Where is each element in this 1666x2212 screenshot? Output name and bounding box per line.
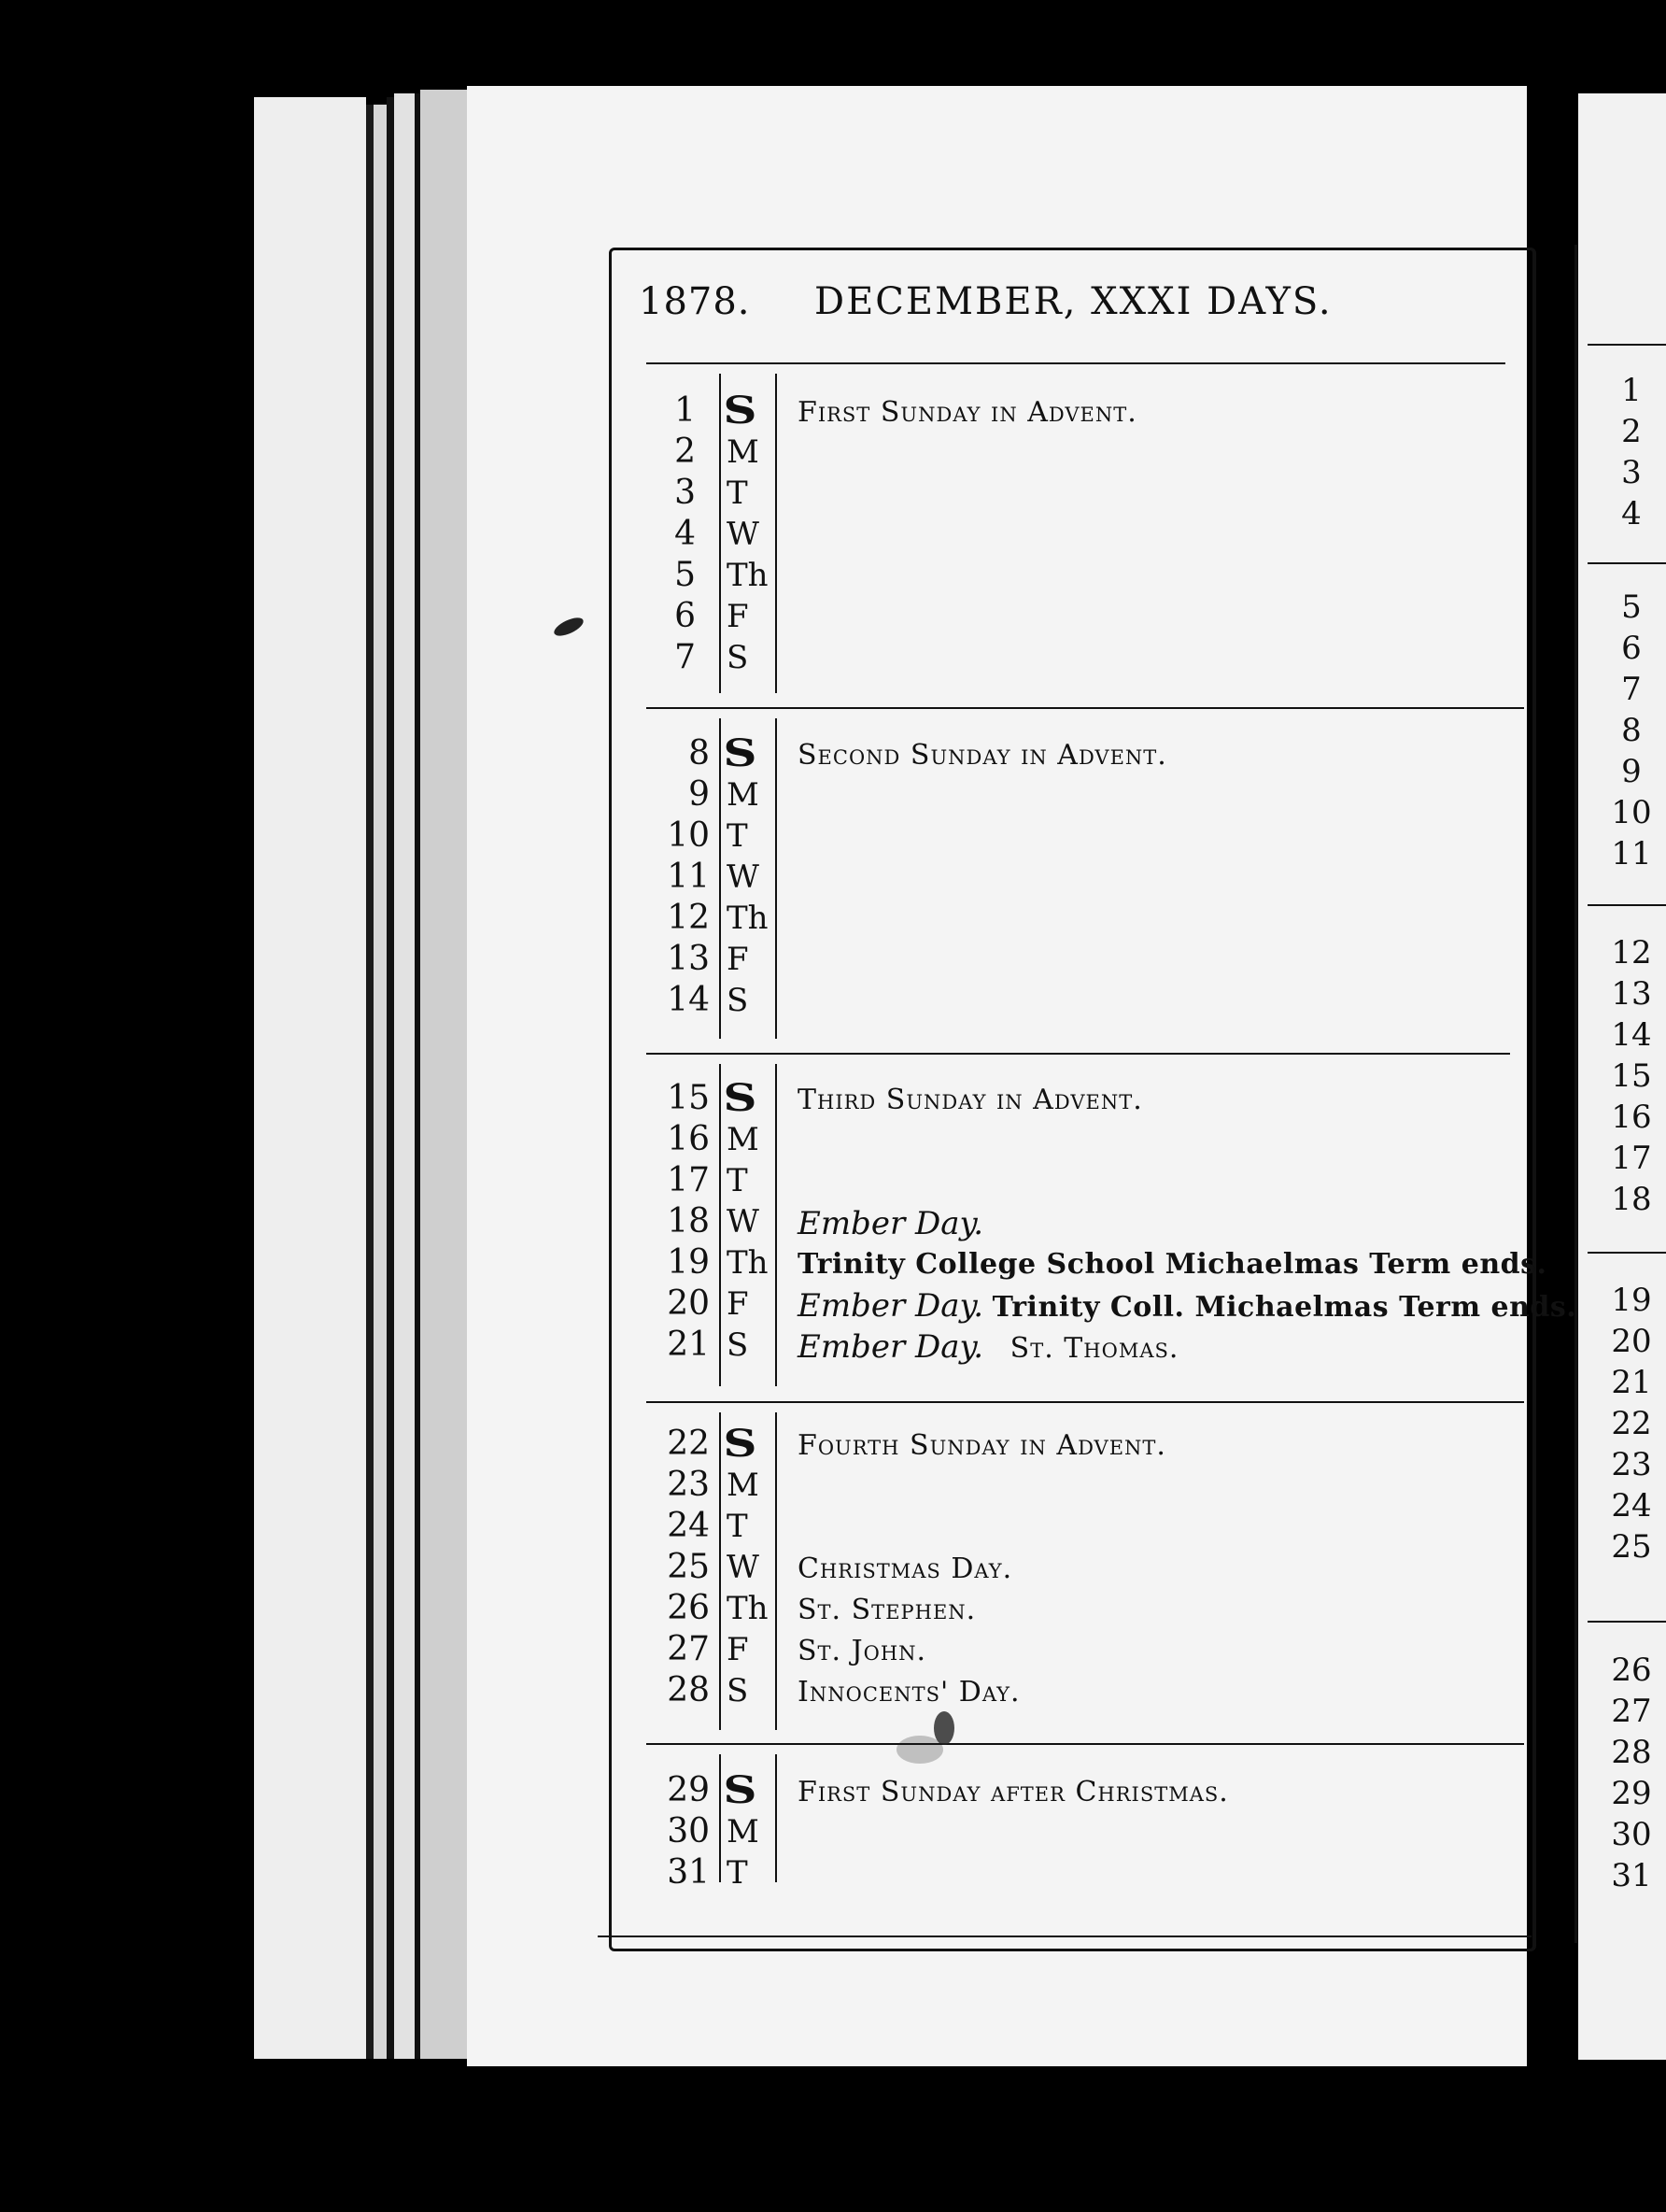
facing-page-rule — [1588, 344, 1666, 346]
facing-page-day-number: 31 — [1611, 1857, 1652, 1894]
weekday-letter: S — [727, 639, 749, 676]
facing-page-day-number: 2 — [1621, 413, 1642, 450]
column-rule — [719, 1412, 721, 1730]
weekday-letter: M — [727, 1813, 759, 1850]
weekday-letter: T — [727, 475, 748, 512]
day-event — [798, 1080, 1143, 1121]
facing-page-day-number: 30 — [1611, 1816, 1652, 1853]
facing-page-rule — [1588, 1252, 1666, 1254]
weekday-letter — [723, 731, 757, 776]
weekday-letter: M — [727, 1121, 759, 1158]
weekday-letter: Th — [727, 900, 769, 937]
week-rule — [646, 1053, 1510, 1055]
facing-page-day-number: 22 — [1611, 1405, 1652, 1442]
book-edge-shadow — [387, 97, 394, 2059]
day-number: 27 — [667, 1630, 710, 1668]
feast-name: Third Sunday in Advent. — [798, 1084, 1143, 1116]
facing-page-day-number: 5 — [1621, 588, 1642, 626]
weekday-letter: M — [727, 776, 759, 814]
weekday-letter — [723, 1076, 757, 1121]
day-event — [798, 1326, 1179, 1369]
weekday-letter: W — [727, 858, 759, 896]
facing-page-day-number: 17 — [1611, 1140, 1652, 1177]
feast-name: First Sunday in Advent. — [798, 396, 1137, 429]
book-edge — [254, 97, 366, 2059]
weekday-letter: T — [727, 1854, 748, 1892]
weekday-letter: M — [727, 433, 759, 471]
week-rule — [646, 707, 1524, 709]
feast-name: St. John. — [798, 1635, 927, 1667]
weekday-letter — [723, 1768, 757, 1813]
ember-day-note: Ember Day. — [798, 1205, 984, 1242]
column-rule — [775, 1754, 777, 1882]
day-number: 26 — [667, 1589, 710, 1627]
week-rule — [646, 1743, 1524, 1745]
feast-name: St. Stephen. — [798, 1594, 977, 1626]
day-number: 14 — [667, 981, 710, 1019]
weekday-letter: T — [727, 1162, 748, 1199]
facing-page-day-number: 9 — [1621, 753, 1642, 790]
day-number: 13 — [667, 940, 710, 978]
facing-page-day-number: 28 — [1611, 1734, 1652, 1771]
feast-name: Second Sunday in Advent. — [798, 739, 1167, 772]
column-rule — [775, 374, 777, 693]
facing-page-day-number: 21 — [1611, 1364, 1652, 1401]
weekday-letter: F — [727, 598, 749, 635]
weekday-letter: Th — [727, 1590, 769, 1627]
day-event — [798, 1772, 1229, 1813]
sunday-letter: S — [723, 1076, 757, 1120]
facing-page-day-number: 12 — [1611, 934, 1652, 971]
column-rule — [719, 718, 721, 1039]
weekday-letter: W — [727, 516, 759, 553]
day-number: 17 — [667, 1161, 710, 1199]
weekday-letter: F — [727, 1285, 749, 1323]
weekday-letter: S — [727, 982, 749, 1019]
day-number: 23 — [667, 1466, 710, 1504]
column-rule — [719, 374, 721, 693]
weekday-letter — [723, 389, 757, 433]
facing-page-day-number: 20 — [1611, 1323, 1652, 1360]
day-number: 10 — [667, 816, 710, 855]
sunday-letter: S — [723, 1422, 757, 1466]
facing-page-day-number: 14 — [1611, 1016, 1652, 1054]
page-stack — [420, 90, 467, 2059]
year-label: 1878. — [639, 280, 751, 323]
day-number: 22 — [667, 1425, 710, 1463]
day-number: 6 — [674, 597, 696, 635]
column-rule — [719, 1754, 721, 1882]
day-number: 21 — [667, 1326, 710, 1364]
facing-page-rule — [1588, 562, 1666, 564]
day-number: 8 — [688, 734, 710, 773]
day-number: 9 — [688, 775, 710, 814]
book-edge-shadow — [366, 105, 374, 2059]
facing-page-day-number: 15 — [1611, 1057, 1652, 1095]
ember-day-note: Ember Day. — [798, 1328, 984, 1366]
column-rule — [775, 1064, 777, 1386]
day-event — [798, 1203, 983, 1246]
feast-name: Innocents' Day. — [798, 1676, 1021, 1709]
day-event — [798, 1285, 1576, 1328]
column-rule — [719, 1064, 721, 1386]
sunday-letter: S — [723, 1768, 757, 1812]
weekday-letter: S — [727, 1326, 749, 1364]
day-number: 19 — [667, 1243, 710, 1282]
facing-page-day-number: 24 — [1611, 1487, 1652, 1524]
day-number: 28 — [667, 1671, 710, 1709]
sunday-letter: S — [723, 731, 757, 775]
facing-page-day-number: 6 — [1621, 630, 1642, 667]
feast-name: St. Thomas. — [1009, 1332, 1179, 1365]
day-number: 20 — [667, 1284, 710, 1323]
day-event — [798, 1631, 926, 1672]
weekday-letter: Th — [727, 1244, 769, 1282]
weekday-letter: F — [727, 941, 749, 978]
term-note: Trinity Coll. Michaelmas Term ends. — [992, 1291, 1577, 1324]
column-rule — [775, 718, 777, 1039]
feast-name: First Sunday after Christmas. — [798, 1776, 1229, 1808]
ember-day-note: Ember Day. — [798, 1287, 984, 1325]
day-event — [798, 1425, 1166, 1467]
day-event — [798, 1672, 1021, 1713]
day-event — [798, 735, 1167, 776]
week-rule — [646, 362, 1505, 364]
day-event — [798, 1590, 976, 1631]
weekday-letter: W — [727, 1549, 759, 1586]
facing-page-day-number: 19 — [1611, 1282, 1652, 1319]
facing-page-day-number: 29 — [1611, 1775, 1652, 1812]
facing-page-day-number: 25 — [1611, 1528, 1652, 1566]
day-number: 30 — [667, 1812, 710, 1850]
day-number: 29 — [667, 1771, 710, 1809]
book-edge — [394, 93, 415, 2059]
weekday-letter: F — [727, 1631, 749, 1668]
term-note: Trinity College School Michaelmas Term ends. — [798, 1248, 1547, 1281]
facing-page-day-number: 8 — [1621, 712, 1642, 749]
weekday-letter: M — [727, 1467, 759, 1504]
day-number: 5 — [674, 556, 696, 594]
feast-name: Fourth Sunday in Advent. — [798, 1429, 1166, 1462]
weekday-letter: Th — [727, 557, 769, 594]
facing-page-day-number: 3 — [1621, 454, 1642, 491]
facing-page-day-number: 26 — [1611, 1652, 1652, 1689]
day-number: 7 — [674, 638, 696, 676]
facing-page-day-number: 13 — [1611, 975, 1652, 1013]
day-number: 12 — [667, 899, 710, 937]
book-edge — [374, 105, 387, 2059]
facing-page-day-number: 4 — [1621, 495, 1642, 532]
day-number: 11 — [667, 858, 710, 896]
day-number: 16 — [667, 1120, 710, 1158]
day-event — [798, 1549, 1012, 1590]
weekday-letter: T — [727, 1508, 748, 1545]
facing-page-day-number: 23 — [1611, 1446, 1652, 1483]
day-number: 4 — [674, 515, 696, 553]
day-event — [798, 1244, 1546, 1285]
day-number: 3 — [674, 474, 696, 512]
weekday-letter: T — [727, 817, 748, 855]
day-number: 18 — [667, 1202, 710, 1241]
facing-page-rule — [1588, 904, 1666, 906]
day-number: 24 — [667, 1507, 710, 1545]
day-number: 15 — [667, 1079, 710, 1117]
facing-page-day-number: 27 — [1611, 1693, 1652, 1730]
facing-page-day-number: 18 — [1611, 1181, 1652, 1218]
month-title: DECEMBER, XXXI DAYS. — [814, 280, 1333, 323]
frame-bottom-rule — [598, 1936, 1532, 1937]
day-number: 1 — [674, 391, 696, 430]
weekday-letter — [723, 1422, 757, 1467]
weekday-letter: W — [727, 1203, 759, 1241]
day-number: 25 — [667, 1548, 710, 1586]
facing-page-rule — [1588, 1621, 1666, 1623]
day-event — [798, 392, 1137, 433]
facing-page-day-number: 10 — [1611, 794, 1652, 831]
feast-name: Christmas Day. — [798, 1553, 1013, 1585]
facing-page-day-number: 16 — [1611, 1099, 1652, 1136]
facing-page-day-number: 1 — [1621, 372, 1642, 409]
week-rule — [646, 1401, 1524, 1403]
sunday-letter: S — [723, 389, 757, 432]
ink-speckle — [897, 1736, 943, 1764]
day-number: 31 — [667, 1853, 710, 1892]
day-number: 2 — [674, 432, 696, 471]
facing-page-day-number: 7 — [1621, 671, 1642, 708]
facing-page-day-number: 11 — [1611, 835, 1652, 872]
weekday-letter: S — [727, 1672, 749, 1709]
column-rule — [775, 1412, 777, 1730]
